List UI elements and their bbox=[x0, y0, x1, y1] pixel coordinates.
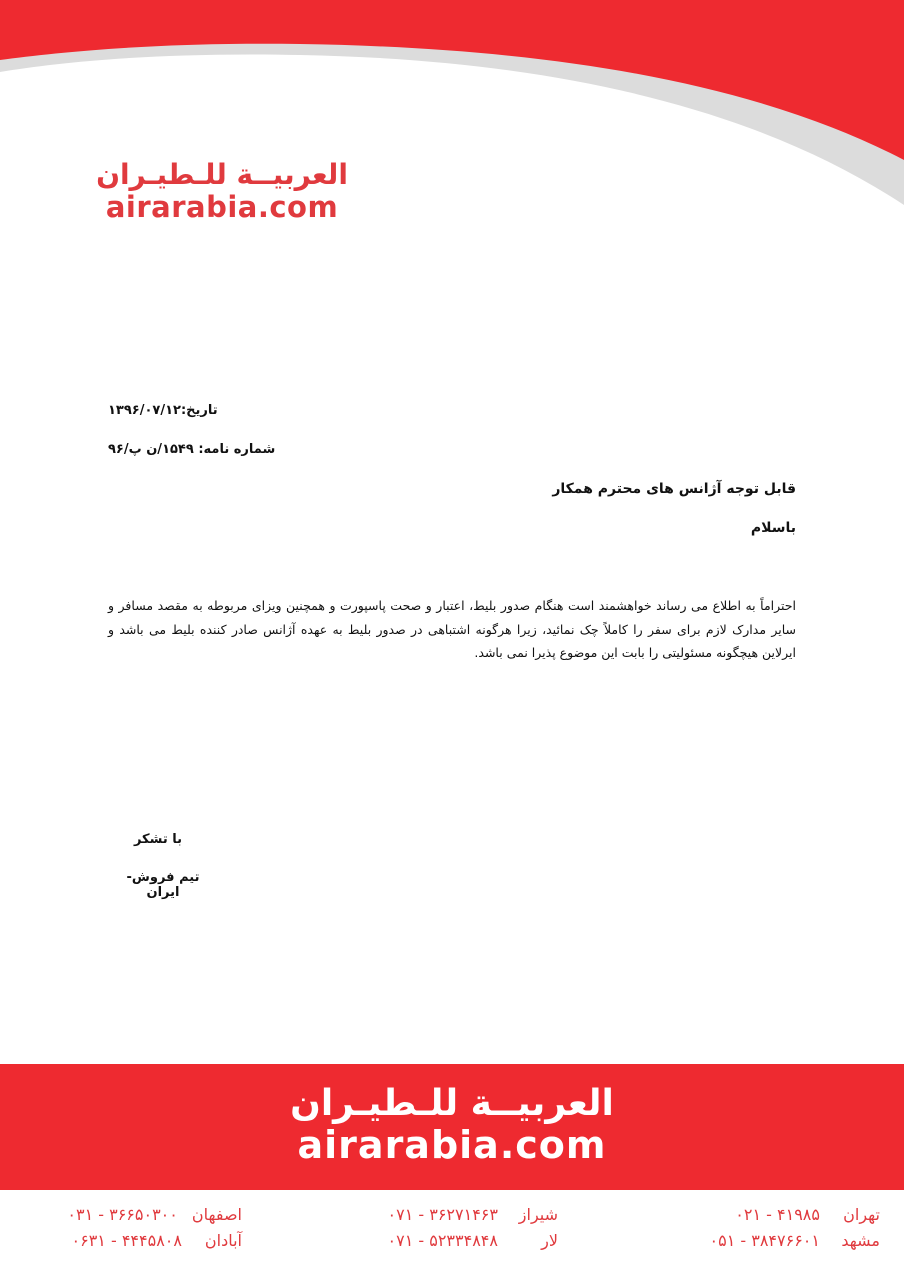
logo-arabic-text: العربيــة للـطيـران bbox=[96, 158, 348, 191]
contact-city: مشهد bbox=[841, 1231, 880, 1250]
contact-city: اصفهان bbox=[191, 1205, 242, 1224]
letter-reference-number: شماره نامه: ۱۵۴۹/ن پ/۹۶ bbox=[108, 442, 276, 457]
logo-latin-text: airarabia.com bbox=[105, 190, 339, 224]
contact-phone: ۰۷۱ - ۵۲۳۳۴۸۴۸ bbox=[387, 1231, 498, 1250]
contact-column-tehran bbox=[710, 1202, 880, 1254]
contact-phone: ۰۳۱ - ۳۶۶۵۰۳۰۰ bbox=[67, 1205, 178, 1224]
airarabia-logo-header bbox=[92, 158, 352, 222]
contact-phone: ۰۷۱ - ۳۶۲۷۱۴۶۳ bbox=[387, 1205, 498, 1224]
contact-column-isfahan bbox=[67, 1202, 242, 1254]
letter-greeting: باسلام bbox=[750, 520, 796, 536]
letter-signature: تیم فروش- ایران bbox=[126, 870, 200, 900]
letter-recipient: قابل توجه آژانس های محترم همکار bbox=[552, 481, 796, 497]
contact-row bbox=[388, 1228, 558, 1254]
footer-logo-latin: airarabia.com bbox=[297, 1123, 607, 1167]
contact-city: آبادان bbox=[204, 1231, 242, 1250]
contact-row bbox=[67, 1202, 242, 1228]
letter-closing: با تشکر bbox=[133, 832, 183, 847]
contact-row bbox=[710, 1228, 880, 1254]
contact-row bbox=[67, 1228, 242, 1254]
footer-contacts bbox=[0, 1198, 904, 1268]
contact-phone: ۰۲۱ - ۴۱۹۸۵ bbox=[735, 1205, 820, 1224]
contact-phone: ۰۵۱ - ۳۸۴۷۶۶۰۱ bbox=[709, 1231, 820, 1250]
letter-body: احتراماً به اطلاع می رساند خواهشمند است هنگام صدور بلیط، اعتبار و صحت پاسپورت و همچنین ویزای مربوطه به مقصد مسافر و سایر مدارک لازم برای سفر را کاملاً چک نمائید، زیرا هرگونه اشتباهی در صدور بلیط به عهده آژانس صادر کننده بلیط می باشد و ایرلاین هیچگونه مسئولیتی را بابت این موضوع پذیرا نمی باشد. bbox=[108, 598, 796, 660]
footer-logo-band bbox=[0, 1064, 904, 1190]
contact-city: شیراز bbox=[518, 1205, 558, 1224]
contact-column-shiraz bbox=[388, 1202, 558, 1254]
contact-city: تهران bbox=[843, 1205, 880, 1224]
letter-date: تاریخ:۱۳۹۶/۰۷/۱۲ bbox=[108, 403, 218, 418]
contact-city: لار bbox=[541, 1231, 558, 1250]
contact-phone: ۰۶۳۱ - ۴۴۴۵۸۰۸ bbox=[71, 1231, 182, 1250]
contact-row bbox=[710, 1202, 880, 1228]
contact-row bbox=[388, 1202, 558, 1228]
footer-logo-arabic: العربيــة للـطيـران bbox=[290, 1083, 614, 1124]
